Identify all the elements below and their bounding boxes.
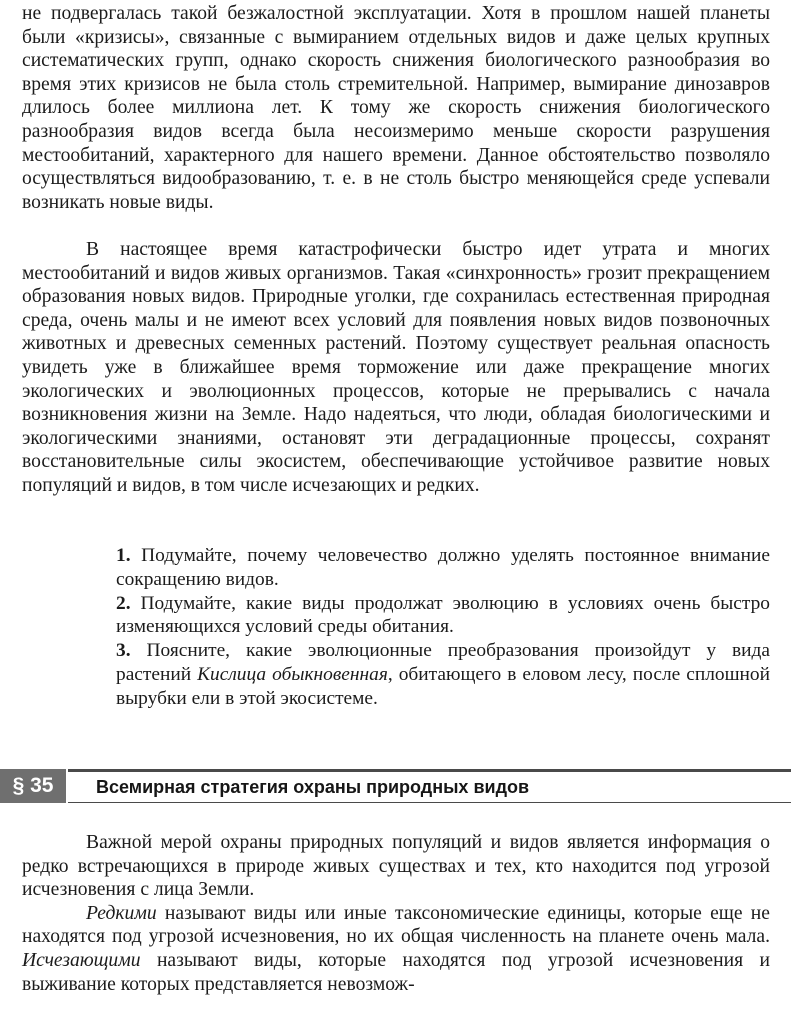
paragraph-continuation: не подвергалась такой безжалостной эксплуатации. Хотя в прошлом нашей планеты были «кризисы», связанные с вымиранием отдельных видов и даже целых крупных систематических групп, однако скорость снижения биологического разнообразия во время этих кризисов не была столь стремительной. Например, вымирание динозавров длилось более миллиона лет. К тому же скорость снижения биологического разнообразия видов всегда была несоизмеримо меньше скорости разрушения местообитаний, характерного для нашего времени. Данное обстоятельство позволяло осуществляться видообразованию, т. е. в не столь быстро меняющейся среде успевали возникать новые виды. xyxy=(22,3,770,213)
text-block-top xyxy=(22,2,770,214)
definition-endangered: называют виды, которые находятся под угрозой исчезновения и выживание которых представляется невозмож- xyxy=(22,949,770,995)
question-number: 1. xyxy=(116,545,131,566)
review-questions xyxy=(116,544,770,711)
term-rare: Редкими xyxy=(86,902,157,924)
species-name: Кислица обыкновенная xyxy=(197,663,388,685)
section-rule-top xyxy=(68,769,791,772)
question-text-start: Поясните, какие эволюционные преобразования произойдут у вида растений xyxy=(116,640,770,685)
question-item xyxy=(116,639,770,710)
section-title: Всемирная стратегия охраны природных видов xyxy=(96,777,530,797)
section-rule-bottom xyxy=(68,802,791,803)
text-block-section-body xyxy=(22,831,770,996)
section-header xyxy=(0,766,791,806)
section-number-badge: § 35 xyxy=(0,769,66,803)
paragraph-information-measure: Важной мерой охраны природных популяций и видов является информация о редко встречающихся в природе живых существах и тех, кто находится под угрозой исчезновения с лица Земли. xyxy=(22,832,770,901)
definition-rare: называют виды или иные таксономические единицы, которые еще не находятся под угрозой исчезновения, но их общая численность на планете очень мала. xyxy=(22,902,770,948)
text-block-second xyxy=(22,238,770,498)
question-text: Подумайте, почему человечество должно уделять постоянное внимание сокращению видов. xyxy=(116,545,770,590)
question-number: 3. xyxy=(116,640,131,662)
question-text-end: , обитающего в еловом лесу, после сплошной вырубки ели в этой экосистеме. xyxy=(116,663,770,709)
question-item xyxy=(116,592,770,640)
question-item xyxy=(116,544,770,592)
term-endangered: Исчезающими xyxy=(22,949,141,971)
question-number: 2. xyxy=(116,592,131,614)
paragraph-current-threats: В настоящее время катастрофически быстро идет утрата и многих местообитаний и видов живых организмов. Такая «синхронность» грозит прекращением образования новых видов. Природные уголки, где сохранилась естественная природная среда, очень малы и не имеют всех условий для появления новых видов позвоночных животных и древесных семенных растений. Поэтому существует реальная опасность увидеть уже в ближайшее время торможение или даже прекращение многих экологических и эволюционных процессов, которые не прерывались с начала возникновения жизни на Земле. Надо надеяться, что люди, обладая биологическими и экологическими знаниями, остановят эти деградационные процессы, сохранят восстановительные силы экосистем, обеспечивающие устойчивое развитие новых популяций и видов, в том числе исчезающих и редких. xyxy=(22,239,770,496)
paragraph-definitions xyxy=(22,902,770,996)
question-text: Подумайте, какие виды продолжат эволюцию в условиях очень быстро изменяющихся условий среды обитания. xyxy=(116,592,770,638)
